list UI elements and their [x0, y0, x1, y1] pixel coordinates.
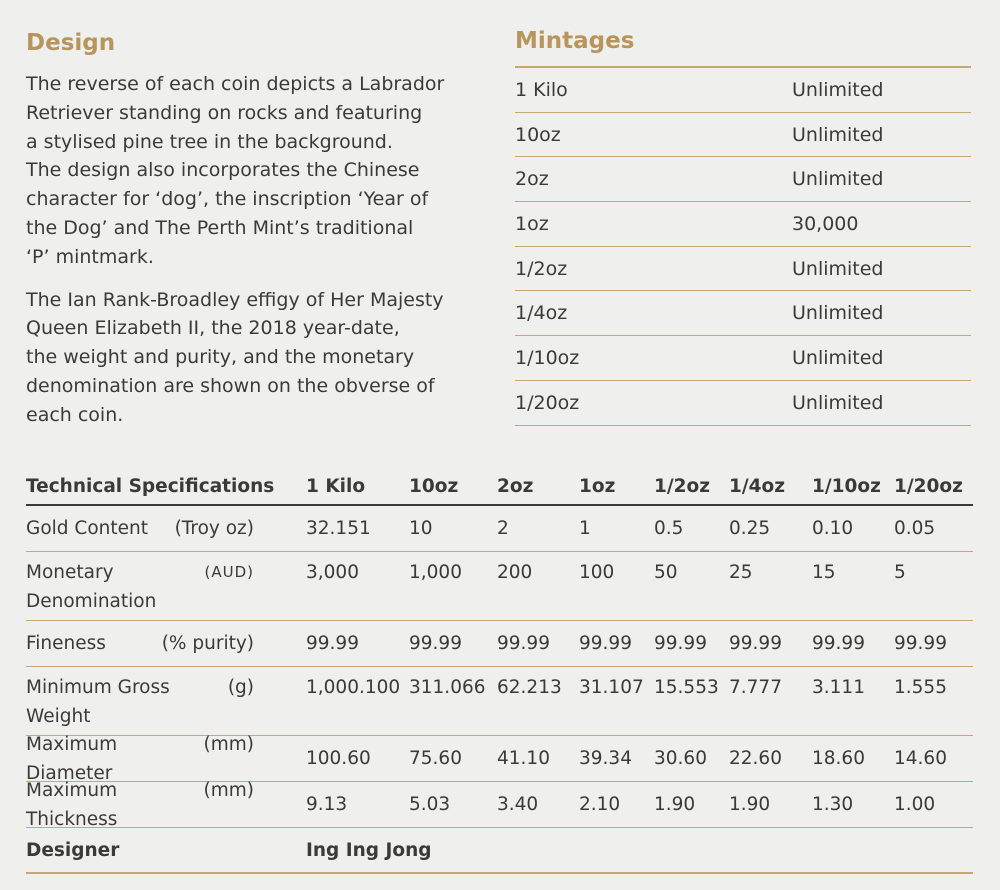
specs-row-gold-content [26, 506, 973, 552]
spec-value: 32.151 [306, 518, 371, 539]
specs-row-monetary-denomination [26, 552, 973, 621]
spec-value: 2.10 [579, 794, 621, 815]
designer-label: Designer [26, 839, 120, 861]
mintage-value: Unlimited [792, 302, 884, 325]
mintage-row [515, 113, 971, 158]
mintage-value: Unlimited [792, 123, 884, 146]
spec-value: 100.60 [306, 748, 371, 769]
mintage-row [515, 336, 971, 381]
design-paragraph-2: The Ian Rank-Broadley effigy of Her Majesty Queen Elizabeth II, the 2018 year-date, the weight and purity, and the monetary denomination are shown on the obverse of each coin. [26, 288, 444, 426]
specs-row-minimum-gross-weight [26, 667, 973, 736]
spec-label-cell [26, 629, 280, 658]
spec-value: 1,000 [409, 562, 462, 583]
spec-value: 99.99 [729, 633, 782, 654]
spec-value: 1.90 [654, 794, 696, 815]
mintage-weight: 10oz [515, 123, 561, 146]
spec-value: 14.60 [894, 748, 947, 769]
spec-label: Maximum Thickness [26, 779, 118, 830]
specs-header-col: 1oz [579, 475, 616, 497]
mintage-weight: 2oz [515, 168, 549, 191]
mintage-weight: 1/20oz [515, 391, 580, 414]
spec-value: 1.555 [894, 677, 947, 698]
design-section [26, 30, 496, 430]
mintages-section [515, 28, 971, 426]
spec-value: 99.99 [306, 633, 359, 654]
spec-value: 10 [409, 518, 433, 539]
technical-specifications-table [26, 468, 973, 874]
spec-value: 3,000 [306, 562, 359, 583]
spec-value: 99.99 [894, 633, 947, 654]
mintage-row [515, 157, 971, 202]
spec-value: 311.066 [409, 677, 486, 698]
mintage-row [515, 68, 971, 113]
mintage-row [515, 381, 971, 426]
mintage-value: Unlimited [792, 391, 884, 414]
spec-value: 30.60 [654, 748, 707, 769]
mintages-title: Mintages [515, 28, 635, 54]
spec-unit: (AUD) [204, 563, 254, 581]
mintage-weight: 1oz [515, 212, 549, 235]
spec-value: 99.99 [579, 633, 632, 654]
spec-value: 1,000.100 [306, 677, 401, 698]
spec-value: 9.13 [306, 794, 348, 815]
spec-value: 1.30 [812, 794, 854, 815]
spec-value: 99.99 [654, 633, 707, 654]
specs-header-row [26, 468, 973, 506]
spec-value: 2 [497, 518, 509, 539]
mintage-row [515, 247, 971, 292]
spec-unit: (Troy oz) [174, 518, 254, 539]
spec-label-cell [26, 558, 280, 616]
specs-row-maximum-thickness [26, 779, 973, 830]
specs-row-designer [26, 828, 973, 874]
spec-value: 3.111 [812, 677, 865, 698]
spec-unit: (mm) [203, 779, 254, 801]
mintage-weight: 1/4oz [515, 302, 568, 325]
spec-label-cell [26, 514, 280, 543]
spec-label: Fineness [26, 633, 106, 654]
mintage-row [515, 202, 971, 247]
design-title: Design [26, 30, 116, 56]
specs-header-col: 1/10oz [812, 475, 881, 497]
mintage-row [515, 291, 971, 336]
spec-value: 0.5 [654, 518, 684, 539]
spec-value: 1.90 [729, 794, 771, 815]
spec-label: Monetary Denomination [26, 562, 157, 612]
spec-value: 7.777 [729, 677, 782, 698]
spec-value: 99.99 [409, 633, 462, 654]
mintage-weight: 1/10oz [515, 346, 580, 369]
spec-value: 5 [894, 562, 906, 583]
mintage-value: Unlimited [792, 346, 884, 369]
spec-value: 15.553 [654, 677, 719, 698]
spec-label: Gold Content [26, 518, 148, 539]
spec-value: 62.213 [497, 677, 562, 698]
spec-unit: (% purity) [161, 633, 254, 654]
spec-value: 100 [579, 562, 615, 583]
spec-value: 75.60 [409, 748, 462, 769]
specs-header-col: 1/2oz [654, 475, 710, 497]
specs-header-label: Technical Specifications [26, 475, 275, 497]
specs-header-col: 1/20oz [894, 475, 963, 497]
mintage-weight: 1 Kilo [515, 78, 568, 101]
spec-value: 0.05 [894, 518, 936, 539]
spec-label: Maximum Diameter [26, 733, 118, 784]
specs-header-col: 10oz [409, 475, 459, 497]
spec-unit: (g) [227, 677, 254, 698]
spec-value: 5.03 [409, 794, 451, 815]
spec-value: 39.34 [579, 748, 632, 769]
spec-label-cell [26, 673, 280, 731]
spec-value: 15 [812, 562, 836, 583]
spec-value: 0.10 [812, 518, 854, 539]
spec-value: 31.107 [579, 677, 644, 698]
spec-unit: (mm) [203, 733, 254, 755]
designer-value: Ing Ing Jong [306, 839, 432, 861]
spec-value: 1.00 [894, 794, 936, 815]
spec-value: 200 [497, 562, 533, 583]
spec-value: 18.60 [812, 748, 865, 769]
design-paragraph-1: The reverse of each coin depicts a Labrador Retriever standing on rocks and featuring a stylised pine tree in the background. The design also incorporates the Chinese character for ‘dog’, the inscription ‘Year of the Dog’ and The Perth Mint’s traditional ‘P’ mintmark. [26, 73, 445, 268]
specs-header-col: 1/4oz [729, 475, 785, 497]
mintage-value: Unlimited [792, 257, 884, 280]
spec-value: 0.25 [729, 518, 771, 539]
spec-value: 99.99 [497, 633, 550, 654]
spec-value: 3.40 [497, 794, 539, 815]
specs-header-col: 2oz [497, 475, 534, 497]
mintage-value: 30,000 [792, 212, 859, 235]
specs-header-col: 1 Kilo [306, 475, 366, 497]
spec-value: 41.10 [497, 748, 550, 769]
mintage-value: Unlimited [792, 78, 884, 101]
spec-label: Minimum Gross Weight [26, 677, 170, 727]
mintage-value: Unlimited [792, 168, 884, 191]
spec-label-cell [26, 776, 280, 834]
mintage-weight: 1/2oz [515, 257, 568, 280]
spec-value: 99.99 [812, 633, 865, 654]
specs-row-fineness [26, 621, 973, 667]
spec-value: 22.60 [729, 748, 782, 769]
spec-value: 25 [729, 562, 753, 583]
spec-value: 1 [579, 518, 591, 539]
spec-value: 50 [654, 562, 678, 583]
